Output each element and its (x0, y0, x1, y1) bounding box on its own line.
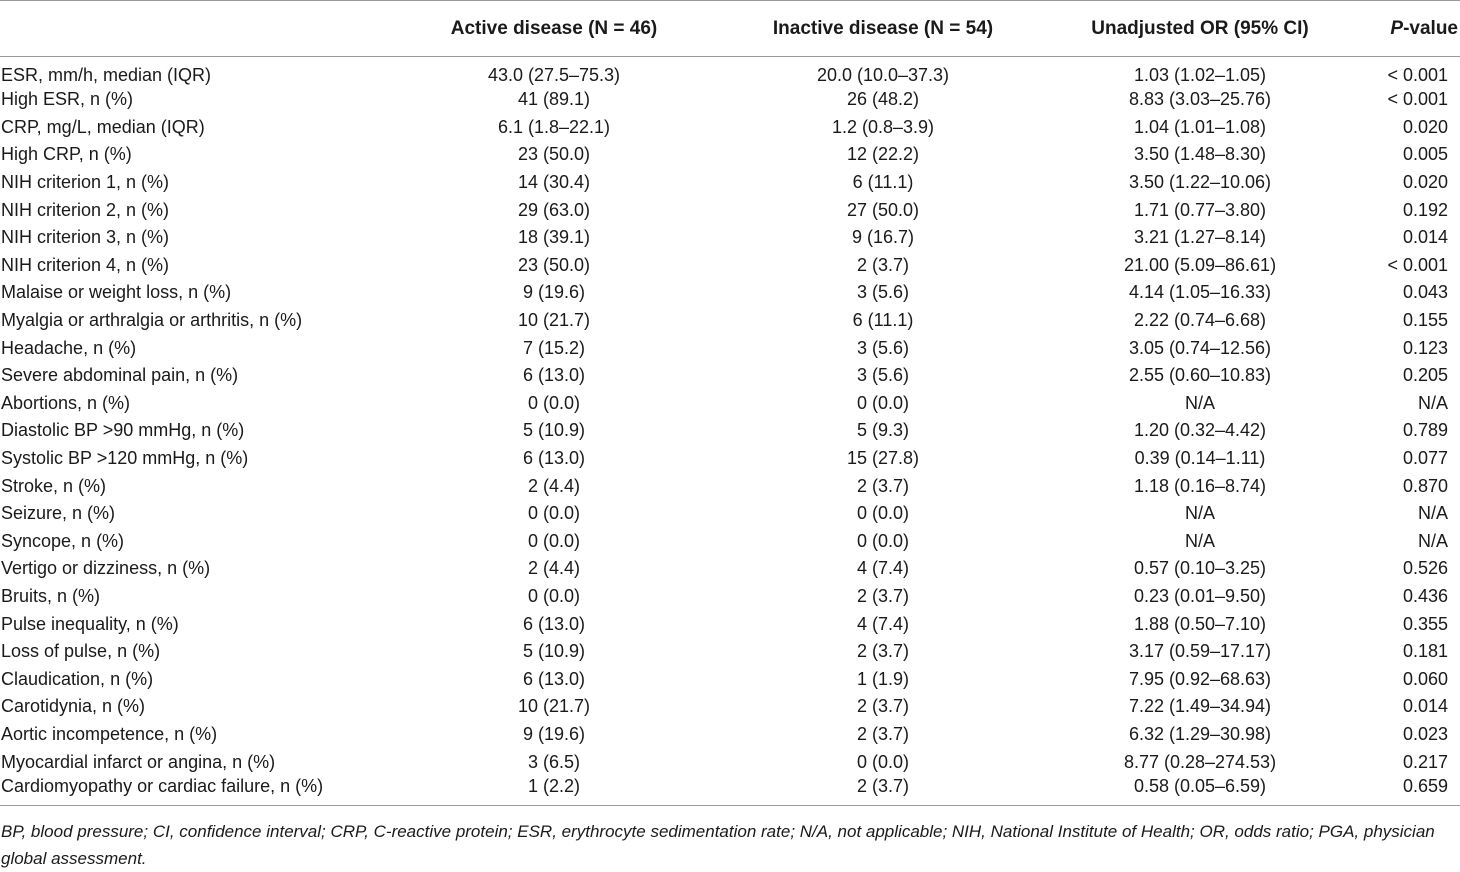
row-inactive-value: 27 (50.0) (846, 199, 920, 220)
row-active-value: 2 (4.4) (527, 558, 581, 579)
row-p-value: N/A (1417, 392, 1448, 413)
row-p-value: 0.870 (1402, 475, 1448, 496)
row-inactive-value: 2 (3.7) (856, 585, 910, 606)
row-or-value: 3.50 (1.48–8.30) (1133, 144, 1267, 165)
row-p-value: 0.155 (1402, 310, 1448, 331)
row-variable: Bruits, n (%) (1, 585, 101, 606)
row-p-value: 0.005 (1402, 144, 1448, 165)
row-p-value: 0.789 (1402, 420, 1448, 441)
row-inactive-value: 2 (3.7) (716, 776, 1050, 806)
row-or-value: 21.00 (5.09–86.61) (1123, 254, 1277, 275)
row-inactive-value: 0 (0.0) (856, 392, 910, 413)
header-unadjusted-or: Unadjusted OR (95% CI) (1050, 1, 1350, 57)
row-variable: High ESR, n (%) (1, 89, 134, 110)
row-variable: Seizure, n (%) (1, 503, 116, 524)
row-inactive-value: 4 (7.4) (856, 613, 910, 634)
row-variable: Cardiomyopathy or cardiac failure, n (%) (0, 776, 392, 806)
row-variable: Stroke, n (%) (1, 475, 107, 496)
row-or-value: 2.55 (0.60–10.83) (1128, 365, 1272, 386)
row-p-value: 0.192 (1402, 199, 1448, 220)
row-or-value: 0.39 (0.14–1.11) (1134, 448, 1266, 469)
row-inactive-value: 1.2 (0.8–3.9) (831, 116, 935, 137)
row-p-value: 0.181 (1402, 641, 1448, 662)
header-p-suffix: -value (1403, 17, 1458, 39)
row-variable: Myocardial infarct or angina, n (%) (1, 751, 276, 772)
header-p-italic: P (1390, 17, 1404, 39)
row-active-value: 18 (39.1) (517, 227, 591, 248)
row-or-value: 8.83 (3.03–25.76) (1128, 89, 1272, 110)
row-or-value: 1.18 (0.16–8.74) (1133, 475, 1267, 496)
row-inactive-value: 6 (11.1) (852, 172, 914, 193)
row-inactive-value: 0 (0.0) (856, 503, 910, 524)
table-row (0, 169, 1460, 197)
row-p-value: 0.355 (1402, 613, 1448, 634)
row-or-value: 1.88 (0.50–7.10) (1133, 613, 1267, 634)
row-or-value: 6.32 (1.29–30.98) (1128, 723, 1272, 744)
row-p-value: 0.060 (1402, 668, 1448, 689)
row-variable: Systolic BP >120 mmHg, n (%) (1, 448, 249, 469)
row-variable: NIH criterion 4, n (%) (1, 254, 170, 275)
row-p-value: N/A (1417, 503, 1448, 524)
table-row (0, 748, 1460, 776)
row-p-value: 0.123 (1402, 337, 1448, 358)
row-variable: CRP, mg/L, median (IQR) (1, 116, 205, 137)
row-or-value: N/A (1184, 530, 1215, 551)
table-body (0, 57, 1460, 806)
row-active-value: 3 (6.5) (527, 751, 581, 772)
row-variable: Aortic incompetence, n (%) (1, 723, 218, 744)
header-variable (0, 1, 392, 57)
table-row (0, 196, 1460, 224)
table-row (0, 362, 1460, 390)
row-active-value: 6 (13.0) (522, 365, 586, 386)
table-row (0, 224, 1460, 252)
row-p-value: < 0.001 (1387, 254, 1448, 275)
row-active-value: 23 (50.0) (517, 144, 591, 165)
row-or-value: 3.05 (0.74–12.56) (1128, 337, 1272, 358)
row-or-value: 1.20 (0.32–4.42) (1133, 420, 1267, 441)
row-active-value: 0 (0.0) (527, 392, 581, 413)
row-active-value: 9 (19.6) (522, 723, 586, 744)
row-active-value: 6.1 (1.8–22.1) (497, 116, 611, 137)
row-active-value: 1 (2.2) (392, 776, 716, 806)
row-inactive-value: 0 (0.0) (856, 530, 910, 551)
row-or-value: 7.22 (1.49–34.94) (1128, 696, 1272, 717)
row-variable: Severe abdominal pain, n (%) (1, 365, 239, 386)
row-p-value: 0.020 (1402, 172, 1448, 193)
row-active-value: 10 (21.7) (517, 696, 591, 717)
table-row (0, 776, 1460, 806)
row-or-value: 3.50 (1.22–10.06) (1128, 172, 1272, 193)
table-row (0, 334, 1460, 362)
row-active-value: 2 (4.4) (527, 475, 581, 496)
row-p-value: 0.526 (1402, 558, 1448, 579)
table-row (0, 665, 1460, 693)
table-row (0, 721, 1460, 749)
table-row (0, 307, 1460, 335)
row-inactive-value: 12 (22.2) (846, 144, 920, 165)
row-or-value: 1.71 (0.77–3.80) (1133, 199, 1267, 220)
header-inactive-disease: Inactive disease (N = 54) (716, 1, 1050, 57)
header-p-value (1350, 1, 1460, 57)
row-active-value: 23 (50.0) (517, 254, 591, 275)
table-row (0, 638, 1460, 666)
row-or-value: N/A (1184, 503, 1215, 524)
row-variable: Abortions, n (%) (1, 392, 131, 413)
table-row (0, 693, 1460, 721)
row-p-value: 0.014 (1402, 696, 1448, 717)
row-inactive-value: 0 (0.0) (856, 751, 910, 772)
row-active-value: 0 (0.0) (527, 585, 581, 606)
row-active-value: 6 (13.0) (522, 668, 586, 689)
table-header (0, 1, 1460, 57)
row-variable: High CRP, n (%) (1, 144, 132, 165)
row-or-value: 1.04 (1.01–1.08) (1133, 116, 1267, 137)
row-inactive-value: 2 (3.7) (856, 723, 910, 744)
table-row (0, 390, 1460, 418)
row-p-value: 0.014 (1402, 227, 1448, 248)
row-active-value: 7 (15.2) (522, 337, 586, 358)
row-variable: Loss of pulse, n (%) (1, 641, 161, 662)
row-p-value: < 0.001 (1387, 89, 1448, 110)
table-row (0, 57, 1460, 87)
row-active-value: 5 (10.9) (522, 420, 586, 441)
row-or-value: 8.77 (0.28–274.53) (1123, 751, 1277, 772)
row-variable: Headache, n (%) (1, 337, 137, 358)
row-or-value: 3.17 (0.59–17.17) (1128, 641, 1272, 662)
row-inactive-value: 3 (5.6) (856, 365, 910, 386)
row-active-value: 6 (13.0) (522, 448, 586, 469)
row-or-value: 2.22 (0.74–6.68) (1133, 310, 1267, 331)
row-variable: Carotidynia, n (%) (1, 696, 146, 717)
table-row (0, 610, 1460, 638)
table-row (0, 555, 1460, 583)
row-inactive-value: 20.0 (10.0–37.3) (816, 65, 950, 85)
table-row (0, 528, 1460, 556)
row-inactive-value: 1 (1.9) (856, 668, 910, 689)
row-inactive-value: 4 (7.4) (856, 558, 910, 579)
header-active-disease: Active disease (N = 46) (392, 1, 716, 57)
row-p-value: 0.020 (1402, 116, 1448, 137)
row-inactive-value: 5 (9.3) (856, 420, 910, 441)
row-inactive-value: 15 (27.8) (846, 448, 920, 469)
table-row (0, 417, 1460, 445)
row-variable: NIH criterion 2, n (%) (1, 199, 170, 220)
row-p-value: 0.659 (1350, 776, 1460, 806)
table-row (0, 500, 1460, 528)
row-active-value: 29 (63.0) (517, 199, 591, 220)
row-active-value: 5 (10.9) (522, 641, 586, 662)
row-p-value: 0.217 (1402, 751, 1448, 772)
row-variable: NIH criterion 1, n (%) (1, 172, 170, 193)
row-or-value: 1.03 (1.02–1.05) (1133, 65, 1267, 85)
table-row (0, 114, 1460, 142)
table-row (0, 583, 1460, 611)
row-inactive-value: 26 (48.2) (846, 89, 920, 110)
row-variable: Syncope, n (%) (1, 530, 125, 551)
row-active-value: 6 (13.0) (522, 613, 586, 634)
table-row (0, 252, 1460, 280)
row-variable: NIH criterion 3, n (%) (1, 227, 170, 248)
row-p-value: 0.077 (1402, 448, 1448, 469)
row-inactive-value: 9 (16.7) (851, 227, 915, 248)
table-row (0, 141, 1460, 169)
row-inactive-value: 2 (3.7) (856, 254, 910, 275)
row-or-value: 7.95 (0.92–68.63) (1128, 668, 1272, 689)
row-p-value: 0.043 (1402, 282, 1448, 303)
table-footnote: BP, blood pressure; CI, confidence interval; CRP, C-reactive protein; ESR, erythrocyte sedimentation rate; N/A, not applicable; NIH, National Institute of Health; OR, odds ratio; PGA, physician global assessment. (1, 822, 1435, 868)
row-inactive-value: 2 (3.7) (856, 696, 910, 717)
row-or-value: 0.58 (0.05–6.59) (1050, 776, 1350, 806)
row-inactive-value: 2 (3.7) (856, 475, 910, 496)
table-row (0, 279, 1460, 307)
row-active-value: 14 (30.4) (517, 172, 591, 193)
row-or-value: 4.14 (1.05–16.33) (1128, 282, 1272, 303)
row-variable: Myalgia or arthralgia or arthritis, n (%) (1, 310, 303, 331)
row-or-value: 0.23 (0.01–9.50) (1133, 585, 1267, 606)
row-p-value: < 0.001 (1387, 65, 1448, 85)
row-variable: Claudication, n (%) (1, 668, 154, 689)
row-or-value: 0.57 (0.10–3.25) (1133, 558, 1267, 579)
row-active-value: 10 (21.7) (517, 310, 591, 331)
table-row (0, 472, 1460, 500)
table-row (0, 86, 1460, 114)
row-variable: Malaise or weight loss, n (%) (1, 282, 232, 303)
row-variable: Diastolic BP >90 mmHg, n (%) (1, 420, 245, 441)
row-p-value: 0.436 (1402, 585, 1448, 606)
row-active-value: 9 (19.6) (522, 282, 586, 303)
row-p-value: 0.023 (1402, 723, 1448, 744)
row-active-value: 43.0 (27.5–75.3) (487, 65, 621, 85)
row-or-value: 3.21 (1.27–8.14) (1133, 227, 1267, 248)
row-variable: Vertigo or dizziness, n (%) (1, 558, 211, 579)
row-inactive-value: 6 (11.1) (852, 310, 914, 331)
row-variable: Pulse inequality, n (%) (1, 613, 179, 634)
row-active-value: 41 (89.1) (517, 89, 591, 110)
row-inactive-value: 3 (5.6) (856, 282, 910, 303)
row-active-value: 0 (0.0) (527, 503, 581, 524)
row-p-value: N/A (1417, 530, 1448, 551)
header-row (0, 1, 1460, 57)
row-active-value: 0 (0.0) (527, 530, 581, 551)
row-variable: ESR, mm/h, median (IQR) (1, 65, 212, 85)
row-or-value: N/A (1184, 392, 1215, 413)
row-p-value: 0.205 (1402, 365, 1448, 386)
table-row (0, 445, 1460, 473)
row-inactive-value: 2 (3.7) (856, 641, 910, 662)
row-inactive-value: 3 (5.6) (856, 337, 910, 358)
